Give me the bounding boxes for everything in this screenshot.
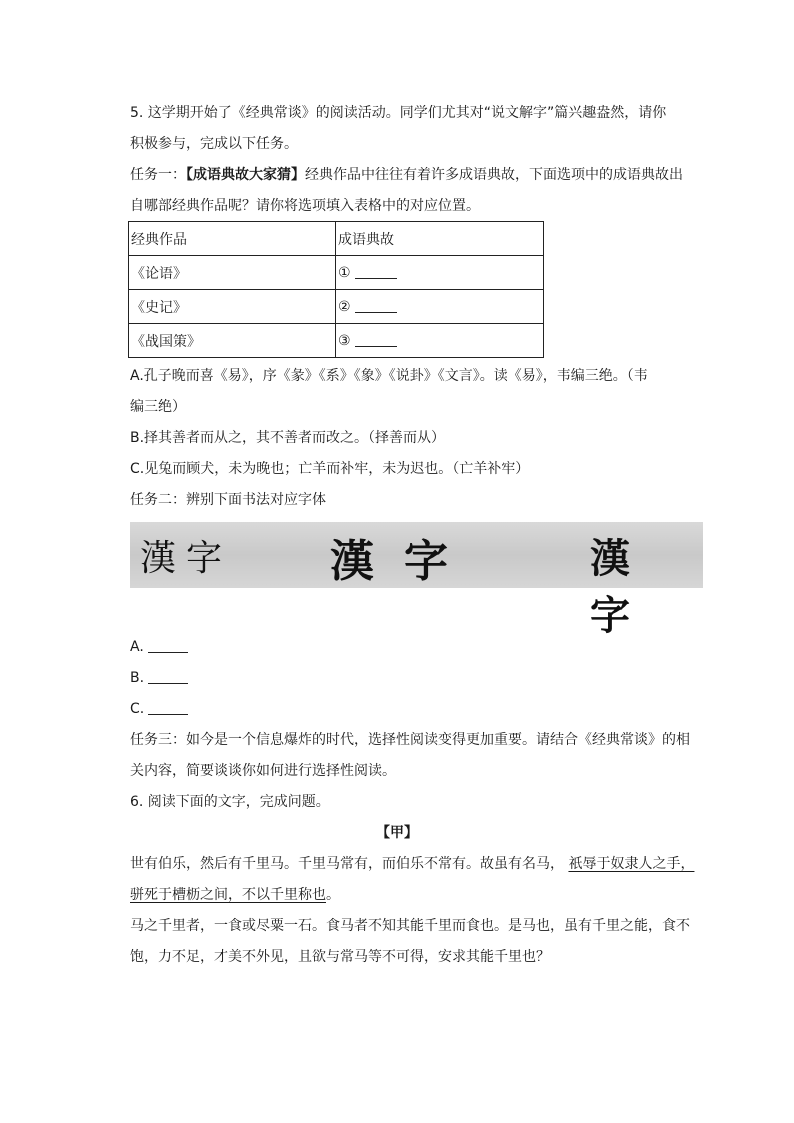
passage-p2-line2: 饱，力不足，才美不外见，且欲与常马等不可得，安求其能千里也？ bbox=[130, 949, 550, 965]
answer-marker: ③ bbox=[338, 333, 351, 349]
task1-bracket-title: 【成语典故大家猜】 bbox=[186, 167, 305, 183]
passage-heading: 【甲】 bbox=[376, 825, 418, 841]
answer-blank[interactable] bbox=[148, 700, 188, 715]
table-row bbox=[129, 256, 544, 290]
answer-blank[interactable] bbox=[148, 638, 188, 653]
passage-p2-line1: 马之千里者，一食或尽粟一石。食马者不知其能千里而食也。是马也，虽有千里之能，食不 bbox=[130, 918, 690, 934]
task1-prefix: 任务一： bbox=[130, 167, 186, 183]
table-cell-answer bbox=[336, 290, 544, 324]
task2-title: 任务二：辨别下面书法对应字体 bbox=[130, 492, 326, 508]
table-cell-answer bbox=[336, 324, 544, 358]
option-b: B.择其善者而从之，其不善者而改之。（择善而从） bbox=[130, 430, 446, 446]
answer-label: B. bbox=[130, 670, 145, 686]
passage-p1-line1 bbox=[130, 854, 694, 874]
answer-blank[interactable] bbox=[148, 669, 188, 684]
task1-line2: 自哪部经典作品呢？请你将选项填入表格中的对应位置。 bbox=[130, 198, 480, 214]
task1-line1-rest: 经典作品中往往有着许多成语典故，下面选项中的成语典故出 bbox=[305, 167, 683, 183]
table-cell-work: 《史记》 bbox=[129, 290, 336, 324]
option-c: C.见兔而顾犬，未为晚也；亡羊而补牢，未为迟也。（亡羊补牢） bbox=[130, 461, 530, 477]
option-a-line1: A.孔子晚而喜《易》，序《彖》《系》《象》《说卦》《文言》。读《易》，韦编三绝。（韦 bbox=[130, 368, 648, 384]
calligraphy-seal: 漢字 bbox=[140, 538, 233, 579]
q5-line2: 积极参与，完成以下任务。 bbox=[130, 136, 298, 152]
passage-p1-line2 bbox=[130, 885, 340, 905]
answer-blank[interactable] bbox=[355, 264, 397, 279]
task3-line1: 任务三：如今是一个信息爆炸的时代，选择性阅读变得更加重要。请结合《经典常谈》的相 bbox=[130, 732, 690, 748]
calligraphy-regular: 漢字 bbox=[330, 536, 478, 587]
task1-line1 bbox=[130, 165, 683, 185]
table-row bbox=[129, 324, 544, 358]
q6-line1: 6. 阅读下面的文字，完成问题。 bbox=[130, 794, 330, 810]
table-header-row bbox=[129, 222, 544, 256]
table-cell-work: 《论语》 bbox=[129, 256, 336, 290]
table-cell-work: 《战国策》 bbox=[129, 324, 336, 358]
answer-c bbox=[130, 699, 188, 719]
passage-text: 世有伯乐，然后有千里马。千里马常有，而伯乐不常有。故虽有名马， bbox=[130, 856, 564, 872]
underlined-sentence: 骈死于槽枥之间，不以千里称也 bbox=[130, 887, 326, 903]
calligraphy-image bbox=[130, 522, 703, 639]
table-row bbox=[129, 290, 544, 324]
option-a-line2: 编三绝） bbox=[130, 399, 186, 415]
answer-blank[interactable] bbox=[355, 298, 397, 313]
calligraphy-clerical: 漢字 bbox=[590, 535, 648, 639]
works-table bbox=[128, 221, 544, 358]
task3-line2: 关内容，简要谈谈你如何进行选择性阅读。 bbox=[130, 763, 396, 779]
answer-a bbox=[130, 637, 188, 657]
answer-marker: ① bbox=[338, 265, 351, 281]
q5-line1: 5. 这学期开始了《经典常谈》的阅读活动。同学们尤其对“说文解字”篇兴趣盎然，请你 bbox=[130, 105, 667, 121]
answer-blank[interactable] bbox=[355, 332, 397, 347]
answer-label: C. bbox=[130, 701, 145, 717]
underlined-sentence: 祇辱于奴隶人之手， bbox=[568, 856, 695, 872]
answer-label: A. bbox=[130, 639, 144, 655]
table-header-idiom: 成语典故 bbox=[336, 222, 544, 256]
table-cell-answer bbox=[336, 256, 544, 290]
answer-b bbox=[130, 668, 188, 688]
passage-text: 。 bbox=[326, 887, 340, 903]
table-header-work: 经典作品 bbox=[129, 222, 336, 256]
answer-marker: ② bbox=[338, 299, 351, 315]
